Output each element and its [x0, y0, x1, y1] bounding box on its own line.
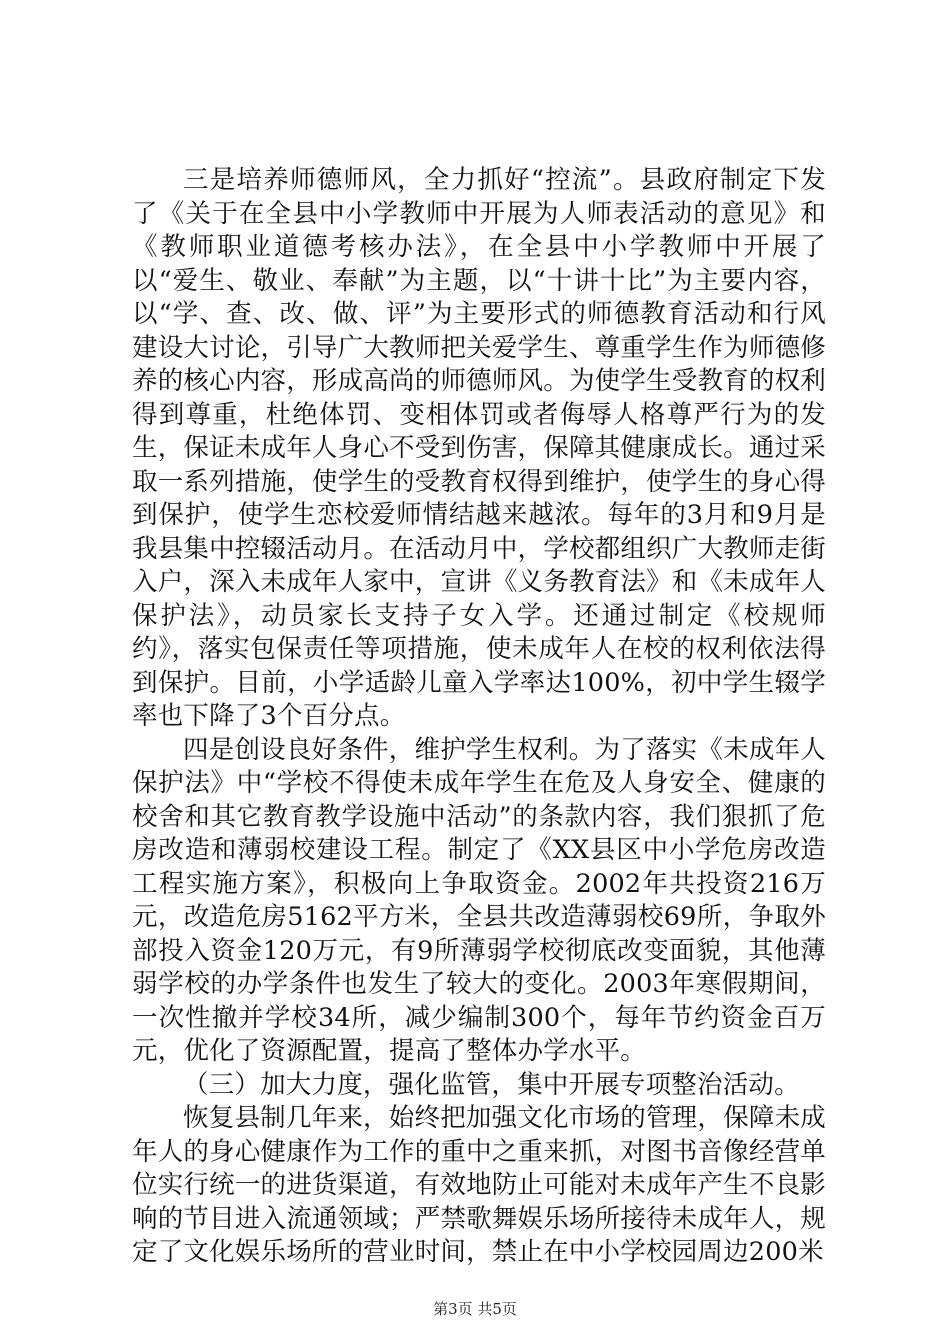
page-number-footer: 第3页 共5页 [433, 1300, 517, 1318]
paragraph-school-conditions: 四是创设良好条件，维护学生权利。为了落实《未成年人保护法》中“学校不得使未成年学生在危及人身安全、健康的校舍和其它教育教学设施中活动”的条款内容，我们狠抓了危房改造和薄弱校建设工程。制定了《XX县区中小学危房改造工程实施方案》，积极向上争取资金。2002年共投资216万元，改造危房5162平方米，全县共改造薄弱校69所，争取外部投入资金120万元，有9所薄弱学校彻底改变面貌，其他薄弱学校的办学条件也发生了较大的变化。2003年寒假期间，一次性撤并学校34所，减少编制300个，每年节约资金百万元，优化了资源配置，提高了整体办学水平。 [132, 734, 826, 1066]
section-heading-supervision: （三）加大力度，强化监管，集中开展专项整治活动。 [183, 1069, 800, 1100]
paragraph-culture-market: 恢复县制几年来，始终把加强文化市场的管理，保障未成年人的身心健康作为工作的重中之重来抓，对图书音像经营单位实行统一的进货渠道，有效地防止可能对未成年产生不良影响的节目进入流通领域；严禁歌舞娱乐场所接待未成年人，规定了文化娱乐场所的营业时间，禁止在中小学校园周边200米 [132, 1103, 826, 1267]
document-body [132, 164, 826, 1270]
paragraph-training-ethics: 三是培养师德师风，全力抓好“控流”。县政府制定下发了《关于在全县中小学教师中开展为人师表活动的意见》和《教师职业道德考核办法》，在全县中小学教师中开展了以“爱生、敬业、奉献”为主题，以“十讲十比”为主要内容，以“学、查、改、做、评”为主要形式的师德教育活动和行风建设大讨论，引导广大教师把关爱学生、尊重学生作为师德修养的核心内容，形成高尚的师德师风。为使学生受教育的权利得到尊重，杜绝体罚、变相体罚或者侮辱人格尊严行为的发生，保证未成年人身心不受到伤害，保障其健康成长。通过采取一系列措施，使学生的受教育权得到维护，使学生的身心得到保护，使学生恋校爱师情结越来越浓。每年的3月和9月是我县集中控辍活动月。在活动月中，学校都组织广大教师走街入户，深入未成年人家中，宣讲《义务教育法》和《未成年人保护法》，动员家长支持子女入学。还通过制定《校规师约》，落实包保责任等项措施，使未成年人在校的权利依法得到保护。目前，小学适龄儿童入学率达100%，初中学生辍学率也下降了3个百分点。 [132, 165, 826, 731]
